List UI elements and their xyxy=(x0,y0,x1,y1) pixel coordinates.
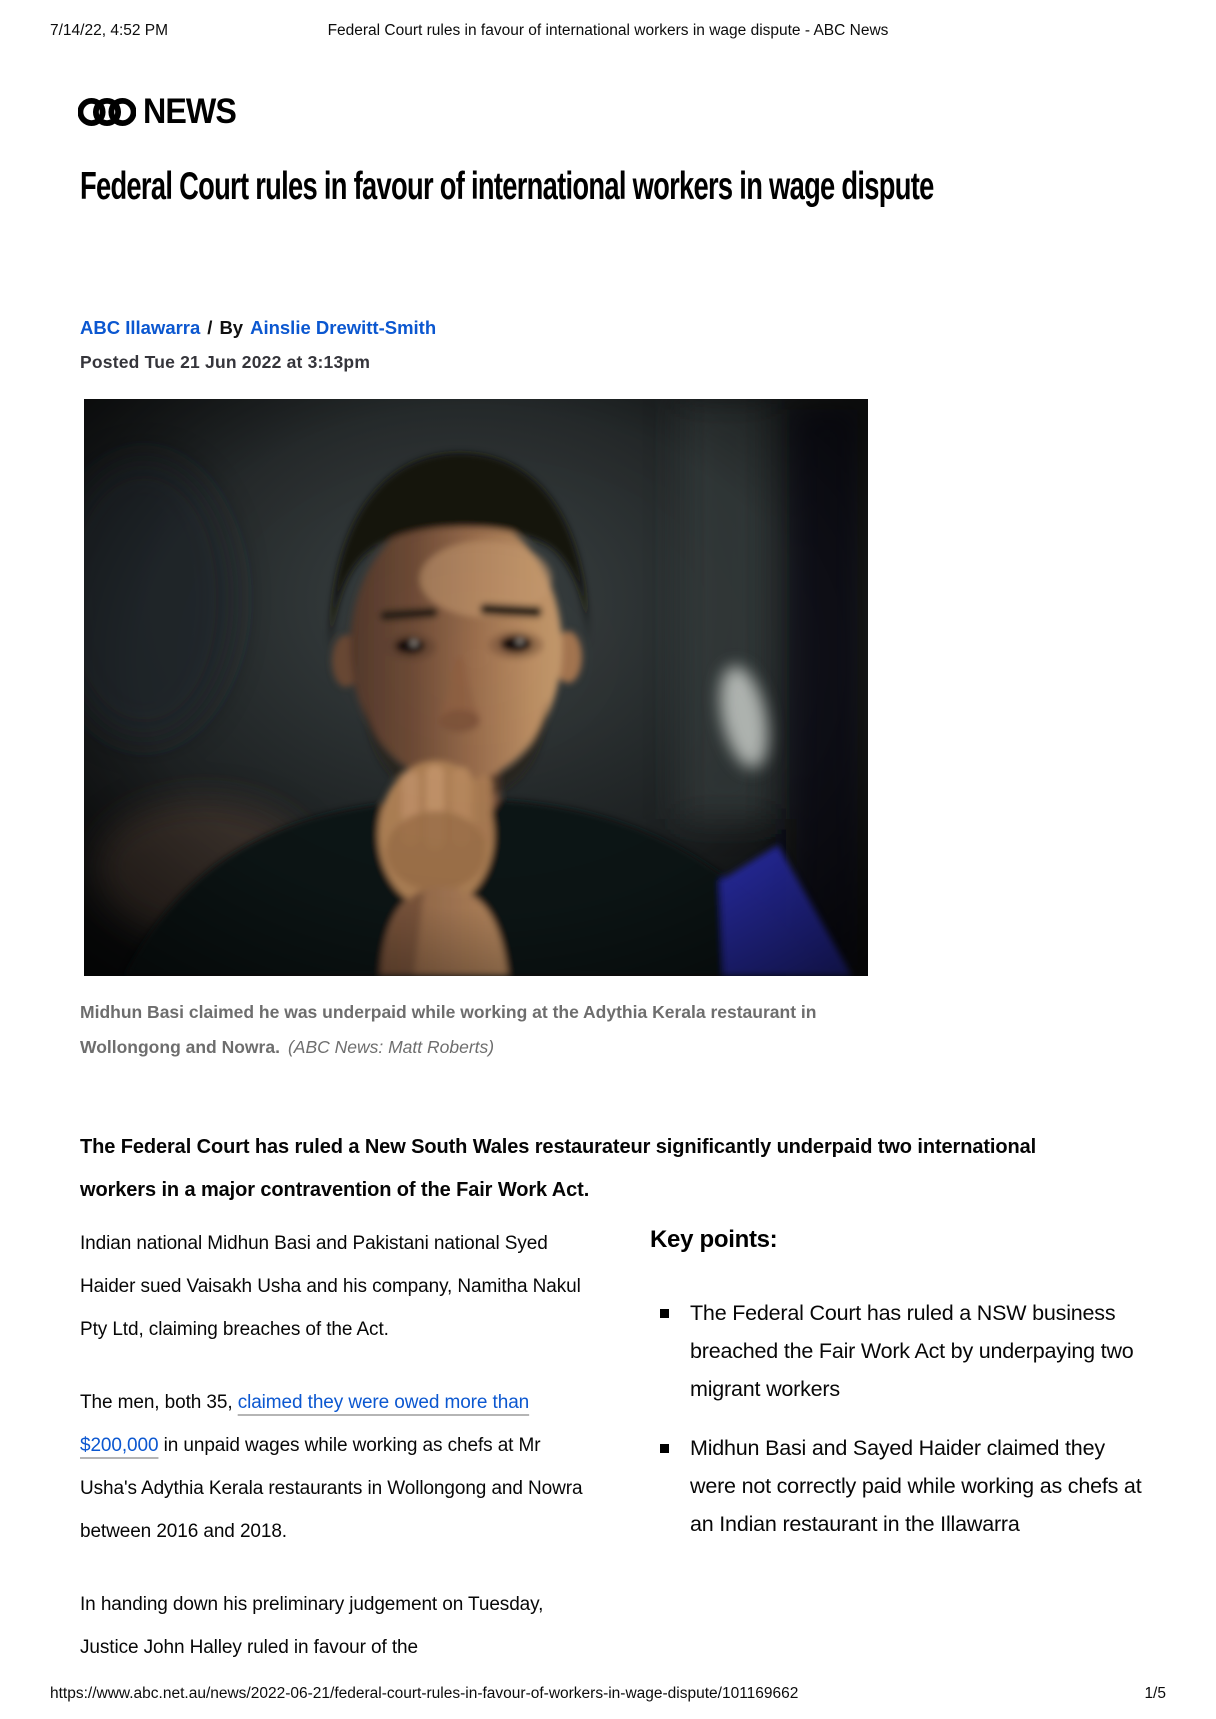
body-paragraph-3: In handing down his preliminary judgement on Tuesday, Justice John Halley ruled in favour of the xyxy=(80,1594,544,1658)
byline xyxy=(80,317,436,339)
photo-caption xyxy=(80,995,885,1065)
byline-source-link[interactable]: ABC Illawarra xyxy=(80,317,201,338)
body-paragraph-2-post: in unpaid wages while working as chefs at Mr Usha's Adythia Kerala restaurants in Wollongong and Nowra between 2016 and 2018. xyxy=(80,1435,583,1542)
body-column xyxy=(80,1222,588,1699)
bullet-icon xyxy=(660,1444,669,1453)
body-paragraph-2 xyxy=(80,1381,588,1553)
list-item xyxy=(650,1429,1150,1543)
photo-caption-text: Midhun Basi claimed he was underpaid while working at the Adythia Kerala restaurant in Wollongong and Nowra. xyxy=(80,1002,817,1057)
key-points-panel xyxy=(650,1222,1150,1699)
claim-amount-link[interactable]: claimed they were owed more than $200,000 xyxy=(80,1392,530,1456)
key-point-text: Midhun Basi and Sayed Haider claimed they were not correctly paid while working as chefs at an Indian restaurant in the Illawarra xyxy=(690,1436,1142,1536)
print-footer xyxy=(50,1685,1166,1703)
key-point-text: The Federal Court has ruled a NSW business breached the Fair Work Act by underpaying two migrant workers xyxy=(690,1301,1134,1401)
body-paragraph-1: Indian national Midhun Basi and Pakistani national Syed Haider sued Vaisakh Usha and his company, Namitha Nakul Pty Ltd, claiming breaches of the Act. xyxy=(80,1233,581,1340)
bullet-icon xyxy=(660,1309,669,1318)
brand-wordmark: NEWS xyxy=(143,92,236,131)
byline-separator: / xyxy=(207,317,213,338)
byline-by-label: By xyxy=(219,317,244,338)
print-datetime: 7/14/22, 4:52 PM xyxy=(50,22,169,39)
abc-lissajous-icon xyxy=(78,90,136,134)
posted-timestamp: Posted Tue 21 Jun 2022 at 3:13pm xyxy=(80,352,371,372)
article-headline: Federal Court rules in favour of international workers in wage dispute xyxy=(80,165,934,208)
byline-author-link[interactable]: Ainslie Drewitt-Smith xyxy=(250,317,437,338)
print-doc-title: Federal Court rules in favour of international workers in wage dispute - ABC News xyxy=(327,22,889,39)
body-paragraph-2-pre: The men, both 35, xyxy=(80,1392,238,1413)
key-points-heading: Key points: xyxy=(650,1226,778,1253)
photo-credit: (ABC News: Matt Roberts) xyxy=(287,1037,495,1057)
print-url: https://www.abc.net.au/news/2022-06-21/federal-court-rules-in-favour-of-workers-in-wage-dispute/101169662 xyxy=(50,1685,799,1702)
list-item xyxy=(650,1294,1150,1408)
print-header xyxy=(50,22,1166,42)
article-photo xyxy=(84,399,868,976)
abc-news-masthead[interactable] xyxy=(78,90,244,134)
article-columns xyxy=(80,1222,1160,1699)
page-indicator: 1/5 xyxy=(1144,1685,1166,1702)
lead-paragraph: The Federal Court has ruled a New South Wales restaurateur significantly underpaid two international workers in a major contravention of the Fair Work Act. xyxy=(80,1136,1037,1201)
